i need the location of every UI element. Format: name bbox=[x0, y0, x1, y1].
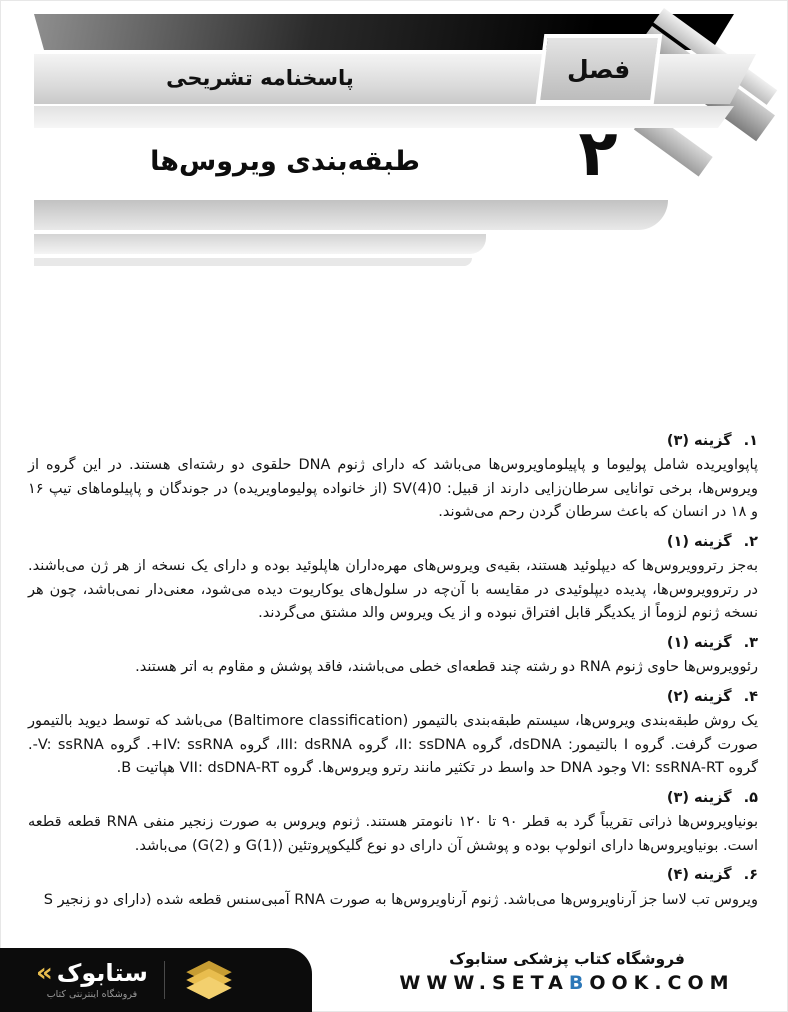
answer-item-text: به‌جز رتروویروس‌ها که دیپلوئید هستند، بقیه‌ی ویروس‌های مهره‌داران هاپلوئید بوده و دارای یک نسخه از هر ژن می‌باشند. در رتروویروس‌ها، پدیده دیپلوئیدی در مقایسه با آن‌چه در سلول‌های یوکاریوت دیده می‌شود، معنی‌دار نمی‌باشد، چون هر نسخه ژنوم لزوماً از یکدیگر قابل افتراق نبوده و از یک ویروس والد مشتق می‌گردند. bbox=[28, 558, 758, 622]
header-lower-band-3 bbox=[34, 258, 472, 266]
item-option: گزینه (۳) bbox=[666, 789, 732, 806]
setabook-emblem-icon bbox=[181, 960, 237, 1000]
chapter-label: فصل bbox=[567, 54, 631, 84]
item-number: ۶. bbox=[743, 867, 758, 884]
answer-item-head bbox=[28, 430, 758, 453]
publisher-logo-bar bbox=[0, 948, 312, 1012]
answer-item-head bbox=[28, 632, 758, 655]
item-number: ۴. bbox=[743, 688, 758, 705]
answer-item-head bbox=[28, 531, 758, 554]
item-option: گزینه (۳) bbox=[666, 433, 732, 449]
logo-subtitle: فروشگاه اینترنتی کتاب bbox=[46, 989, 138, 1001]
answers-body bbox=[28, 430, 758, 918]
item-option: گزینه (۱) bbox=[666, 533, 732, 550]
item-number: ۵. bbox=[743, 789, 758, 806]
answer-sheet-label: پاسخنامه تشریحی bbox=[166, 66, 354, 90]
setabook-logo bbox=[36, 957, 148, 1001]
url-prefix: WWW.SETA bbox=[399, 972, 569, 994]
item-option: گزینه (۴) bbox=[666, 867, 732, 884]
answer-item-text: یک روش طبقه‌بندی ویروس‌ها، سیستم طبقه‌بندی بالتیمور (Baltimore classification) می‌باشد که توسط دیوید بالتیمور صورت گرفت. گروه I بالتیمور: dsDNA، گروه II: ssDNA، گروه III: dsRNA، گروه IV: ssRNA+. گروه V: ssRNA-. گروه VI: ssRNA-RT وجود DNA حد واسط در تکثیر مانند رترو ویروس‌ها. گروه VII: dsDNA-RT هپاتیت B. bbox=[28, 713, 758, 777]
answer-item-text: پاپواویریده شامل پولیوما و پاپیلوماویروس‌ها می‌باشد که دارای ژنوم DNA حلقوی دو رشته‌ای هستند. در این گروه از ویروس‌ها، برخی توانایی سرطان‌زایی دارند از قبیل: SV(4)0 (از خانواده پولیوماویریده) در جوندگان و پاپیلوماهای تیپ ۱۶ و ۱۸ در انسان که باعث سرطان گردن رحم می‌شوند. bbox=[28, 457, 758, 521]
store-url bbox=[372, 972, 762, 994]
header-lower-band-1 bbox=[34, 200, 668, 230]
item-number: ۲. bbox=[743, 533, 758, 550]
answer-item bbox=[28, 787, 758, 858]
answer-item-text: بونیاویروس‌ها ذراتی تقریباً گرد به قطر ۹۰ تا ۱۲۰ نانومتر هستند. ژنوم ویروس به صورت زنجیر منفی RNA قطعه قطعه است. بونیاویروس‌ها دارای انولوپ بوده و پوشش آن دارای دو نوع گلیکوپروتئین (G(1) و G(2)) می‌باشد. bbox=[28, 814, 758, 854]
setabook-wordmark bbox=[36, 957, 148, 988]
item-number: ۳. bbox=[743, 634, 758, 651]
answer-item-head bbox=[28, 864, 758, 887]
item-number: ۱. bbox=[743, 433, 758, 449]
answer-item-head bbox=[28, 787, 758, 810]
item-option: گزینه (۱) bbox=[666, 634, 732, 651]
setabook-wordmark-text: ستابوک bbox=[56, 958, 148, 987]
answer-item-head bbox=[28, 686, 758, 709]
answer-item-text: رئوویروس‌ها حاوی ژنوم RNA دو رشته چند قطعه‌ای خطی می‌باشند، فاقد پوشش و مقاوم به اتر هستند. bbox=[135, 659, 758, 676]
chapter-label-box bbox=[536, 34, 663, 104]
answer-item bbox=[28, 686, 758, 781]
answer-item bbox=[28, 531, 758, 626]
item-option: گزینه (۲) bbox=[666, 688, 732, 705]
page-title: طبقه‌بندی ویروس‌ها bbox=[150, 146, 420, 177]
answer-item bbox=[28, 864, 758, 912]
url-accent-letter: B bbox=[568, 972, 590, 994]
answer-item-text: ویروس تب لاسا جز آرناویروس‌ها می‌باشد. ژنوم آرناویروس‌ها به صورت RNA آمبی‌سنس قطعه شده (دارای دو زنجیر S bbox=[43, 891, 758, 908]
chapter-number: ۲ bbox=[578, 117, 618, 191]
url-suffix: OOK.COM bbox=[589, 972, 735, 994]
answer-item bbox=[28, 430, 758, 525]
header-lower-band-2 bbox=[34, 234, 486, 254]
footer-divider bbox=[164, 961, 165, 999]
answer-item bbox=[28, 632, 758, 680]
footer-store-info bbox=[372, 950, 762, 994]
guillemet-mark-icon: « bbox=[36, 957, 53, 988]
store-title: فروشگاه کتاب پزشکی ستابوک bbox=[449, 950, 685, 968]
chapter-header bbox=[0, 0, 788, 290]
